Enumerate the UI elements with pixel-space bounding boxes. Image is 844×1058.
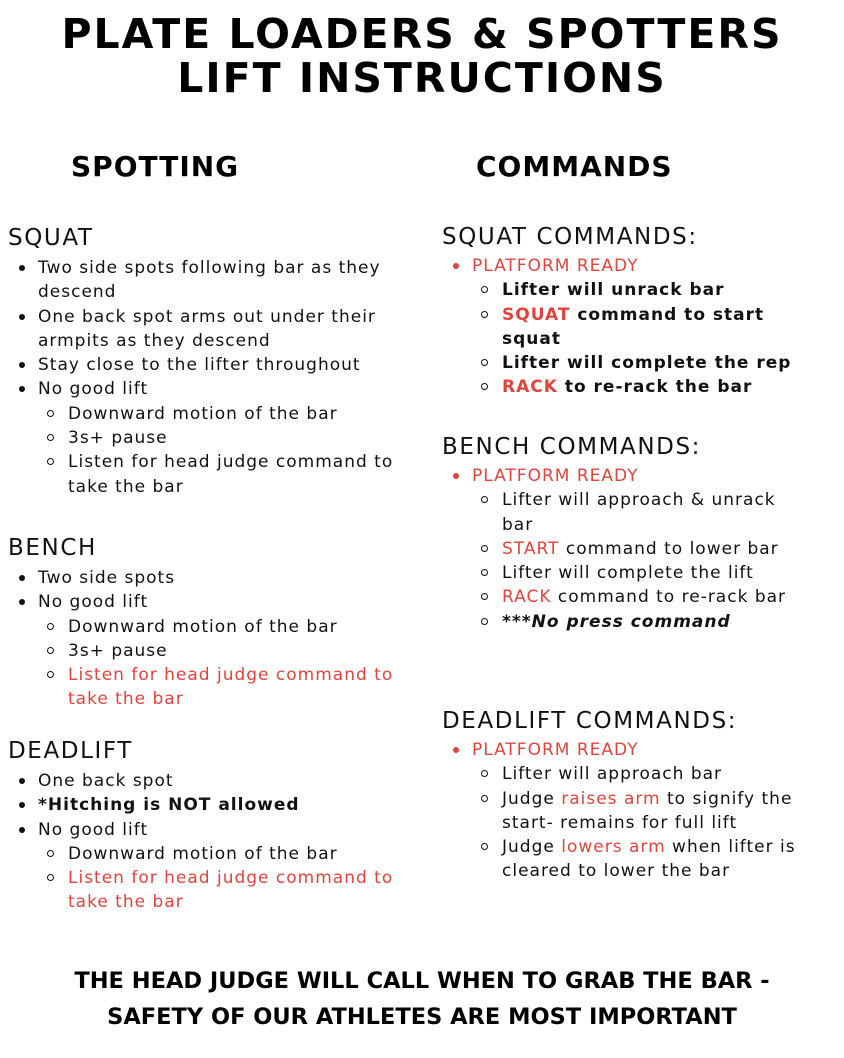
command-keyword: RACK (502, 377, 558, 398)
sub-list-item: Downward motion of the bar (7, 842, 412, 866)
sub-list-item (441, 278, 831, 302)
list-item: *Hitching is NOT allowed (7, 793, 412, 817)
sub-list-item (441, 375, 831, 399)
command-post: to re-rack the bar (557, 377, 753, 398)
command-post: command to re-rack bar (551, 587, 787, 608)
squat-spotting-list (7, 256, 412, 499)
squat-spotting-title: SQUAT (8, 225, 94, 251)
deadlift-commands-list (441, 738, 831, 884)
sub-list-item (441, 762, 831, 786)
sub-list-item: Listen for head judge command to take the bar (7, 866, 412, 915)
footer-line-2: SAFETY OF OUR ATHLETES ARE MOST IMPORTANT (107, 1004, 737, 1030)
command-post: Lifter will unrack bar (502, 280, 725, 301)
footer-line-1: THE HEAD JUDGE WILL CALL WHEN TO GRAB THE BAR - (74, 968, 770, 994)
sub-list-item (441, 610, 831, 634)
squat-commands-title: SQUAT COMMANDS: (442, 224, 698, 250)
command-keyword: raises arm (561, 788, 661, 809)
command-post: Lifter will complete the lift (502, 563, 754, 584)
title-line-1: PLATE LOADERS & SPOTTERS (61, 10, 783, 58)
list-item: Two side spots following bar as they descend (7, 256, 412, 305)
list-item: No good lift (7, 590, 412, 614)
sub-list-item (441, 303, 831, 352)
sub-list-item: 3s+ pause (7, 639, 412, 663)
command-pre: Judge (502, 788, 562, 809)
list-item: PLATFORM READY (441, 254, 831, 278)
sub-list-item (441, 561, 831, 585)
sub-list-item: 3s+ pause (7, 426, 412, 450)
list-item: Stay close to the lifter throughout (7, 353, 412, 377)
bench-commands-list (441, 464, 831, 634)
command-post: Lifter will complete the rep (502, 353, 792, 374)
deadlift-spotting-list (7, 769, 412, 915)
command-keyword: RACK (502, 587, 552, 608)
command-post: to signify the start- remains for full lift (502, 788, 793, 833)
title-line-2: LIFT INSTRUCTIONS (177, 54, 667, 102)
sub-list-item: Listen for head judge command to take the bar (7, 450, 412, 499)
command-post: when lifter is cleared to lower the bar (502, 837, 796, 882)
command-post: Lifter will approach & unrack bar (502, 490, 776, 535)
sub-list-item: Listen for head judge command to take the bar (7, 663, 412, 712)
bench-commands-title: BENCH COMMANDS: (442, 434, 702, 460)
spotting-heading: SPOTTING (71, 150, 240, 183)
command-post: ***No press command (502, 611, 731, 632)
list-item: One back spot arms out under their armpits as they descend (7, 305, 412, 354)
page-title (0, 12, 844, 100)
sub-list-item (441, 585, 831, 609)
command-post: command to start squat (502, 304, 765, 349)
command-keyword: START (502, 538, 560, 559)
command-keyword: SQUAT (502, 304, 571, 325)
deadlift-spotting-title: DEADLIFT (8, 738, 133, 764)
command-post: Lifter will approach bar (502, 764, 723, 785)
list-item: PLATFORM READY (441, 464, 831, 488)
list-item: No good lift (7, 818, 412, 842)
bench-spotting-title: BENCH (8, 535, 97, 561)
squat-commands-list (441, 254, 831, 400)
sub-list-item (441, 488, 831, 537)
sub-list-item: Downward motion of the bar (7, 402, 412, 426)
sub-list-item (441, 351, 831, 375)
list-item: Two side spots (7, 566, 412, 590)
command-keyword: lowers arm (561, 837, 666, 858)
list-item: No good lift (7, 377, 412, 401)
footer-note (0, 963, 844, 1035)
bench-spotting-list (7, 566, 412, 712)
list-item: One back spot (7, 769, 412, 793)
command-pre: Judge (502, 837, 562, 858)
sub-list-item (441, 835, 831, 884)
sub-list-item (441, 537, 831, 561)
command-post: command to lower bar (559, 538, 779, 559)
deadlift-commands-title: DEADLIFT COMMANDS: (442, 708, 738, 734)
sub-list-item: Downward motion of the bar (7, 615, 412, 639)
sub-list-item (441, 787, 831, 836)
commands-heading: COMMANDS (476, 150, 673, 183)
list-item: PLATFORM READY (441, 738, 831, 762)
